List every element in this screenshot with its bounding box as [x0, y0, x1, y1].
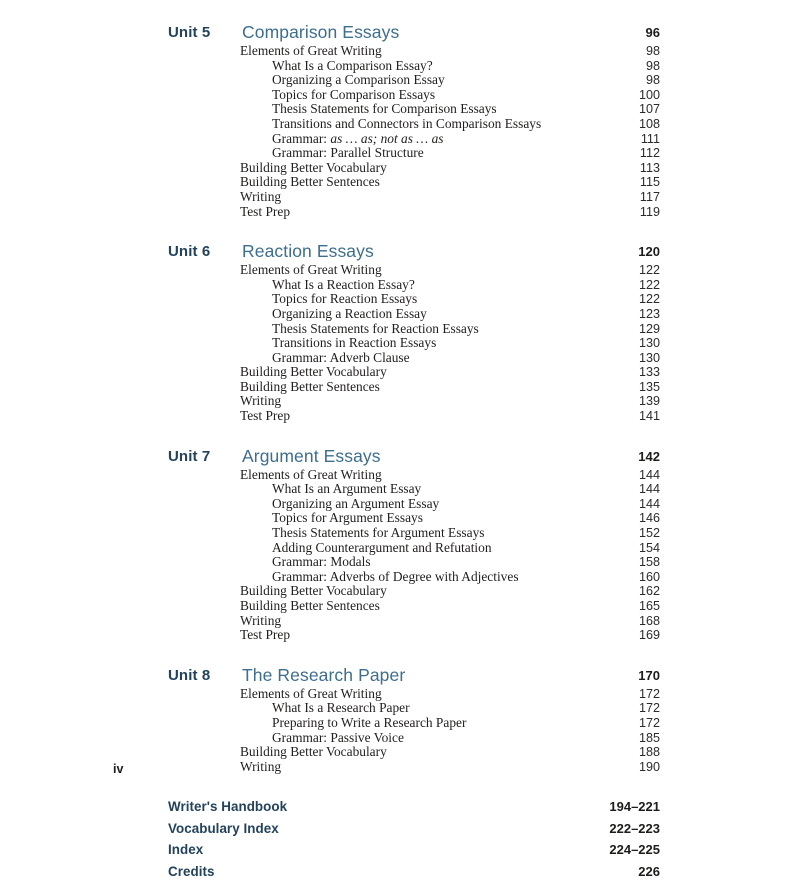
toc-entry-label: Writing [240, 188, 282, 204]
toc-entry-page-number: 122 [638, 277, 660, 292]
toc-entry-page-number: 139 [638, 394, 660, 409]
toc-entry-page-number: 108 [638, 116, 660, 131]
unit-page-number: 120 [638, 244, 660, 260]
unit-page-number: 142 [638, 448, 660, 464]
toc-entry[interactable] [168, 278, 660, 293]
toc-entry-page-number: 135 [638, 379, 660, 394]
toc-entry[interactable] [168, 555, 660, 570]
toc-entry-label: Building Better Sentences [240, 174, 380, 190]
toc-entry[interactable] [168, 526, 660, 541]
back-matter-page-number: 226 [638, 863, 660, 879]
toc-entry-label: Building Better Vocabulary [240, 159, 387, 175]
back-matter-entry[interactable] [168, 818, 660, 840]
toc-entry-label: Organizing an Argument Essay [272, 495, 440, 511]
toc-entry-label: Writing [240, 393, 282, 409]
toc-entry[interactable] [168, 468, 660, 483]
toc-entry[interactable] [168, 161, 660, 176]
toc-entry-page-number: 144 [638, 482, 660, 497]
toc-entry[interactable] [168, 599, 660, 614]
toc-entry-label: Transitions and Connectors in Comparison Essays [272, 115, 542, 131]
toc-entry[interactable] [168, 44, 660, 59]
toc-entry-page-number: 152 [638, 526, 660, 541]
unit-label: Unit 8 [168, 666, 211, 684]
toc-entry-label: Topics for Reaction Essays [272, 291, 418, 307]
toc-entry-page-number: 117 [639, 189, 660, 204]
toc-entry-page-number: 144 [638, 496, 660, 511]
toc-entry[interactable] [168, 614, 660, 629]
unit-heading[interactable] [168, 665, 660, 687]
unit-page-number: 96 [645, 25, 660, 40]
unit-label: Unit 5 [168, 24, 211, 41]
toc-entry[interactable] [168, 409, 660, 424]
unit-block [168, 446, 660, 643]
toc-entry-label: Organizing a Reaction Essay [272, 305, 427, 321]
toc-entry-label: Elements of Great Writing [240, 262, 382, 278]
unit-title[interactable]: Reaction Essays [242, 241, 374, 262]
toc-entry-label: Elements of Great Writing [240, 466, 382, 482]
toc-entry-label: Adding Counterargument and Refutation [272, 539, 492, 555]
toc-entry[interactable] [168, 190, 660, 205]
toc-entry-label: Building Better Sentences [240, 598, 380, 613]
back-matter-entry[interactable] [168, 861, 660, 882]
back-matter-label: Credits [168, 863, 215, 879]
unit-heading[interactable] [168, 241, 660, 263]
toc-entry-page-number: 133 [638, 365, 660, 380]
toc-entry[interactable] [168, 570, 660, 585]
toc-entry[interactable] [168, 584, 660, 599]
back-matter-entry[interactable] [168, 839, 660, 861]
toc-entry-page-number: 172 [638, 715, 660, 730]
toc-entry-label: Building Better Sentences [240, 378, 380, 394]
toc-entry-label: What Is a Comparison Essay? [272, 57, 433, 73]
toc-entry-label: Topics for Comparison Essays [272, 86, 436, 102]
back-matter-label: Vocabulary Index [168, 820, 279, 836]
toc-entry-label: Test Prep [240, 627, 291, 643]
unit-block [168, 665, 660, 775]
toc-entry[interactable] [168, 497, 660, 512]
toc-entry-label: Building Better Vocabulary [240, 364, 387, 380]
unit-block [168, 22, 660, 219]
toc-entry-label: What Is a Research Paper [272, 700, 410, 716]
toc-entry-page-number: 129 [638, 321, 660, 336]
toc-entry[interactable] [168, 745, 660, 760]
toc-entry-page-number: 165 [638, 599, 660, 613]
toc-entry[interactable] [168, 88, 660, 103]
toc-entry-page-number: 141 [638, 409, 660, 424]
table-of-contents [168, 22, 660, 882]
toc-entry-label: Writing [240, 612, 282, 628]
toc-entry[interactable] [168, 716, 660, 731]
unit-title[interactable]: The Research Paper [242, 664, 406, 685]
toc-entry-page-number: 169 [638, 628, 660, 643]
toc-entry-page-number: 154 [638, 540, 660, 555]
toc-entry[interactable] [168, 628, 660, 643]
toc-entry-label: Preparing to Write a Research Paper [272, 714, 467, 730]
toc-entry-label: Grammar: Adverbs of Degree with Adjectives [272, 568, 519, 584]
unit-title[interactable]: Comparison Essays [242, 22, 400, 42]
toc-entry-page-number: 122 [638, 263, 660, 278]
toc-entry-page-number: 98 [645, 44, 660, 58]
unit-page-number: 170 [638, 667, 660, 683]
toc-entry[interactable] [168, 760, 660, 775]
toc-entry[interactable] [168, 511, 660, 526]
unit-heading[interactable] [168, 22, 660, 44]
toc-entry[interactable] [168, 102, 660, 117]
toc-entry[interactable] [168, 701, 660, 716]
toc-entry-label: Thesis Statements for Argument Essays [272, 525, 485, 541]
toc-entry-label: Test Prep [240, 408, 291, 424]
toc-entry-label: Grammar: Passive Voice [272, 729, 404, 745]
toc-entry-page-number: 146 [638, 511, 660, 526]
toc-entry-label: Grammar: as … as; not as … as [272, 130, 444, 146]
unit-title[interactable]: Argument Essays [242, 445, 381, 466]
toc-entry[interactable] [168, 687, 660, 702]
toc-entry-label: What Is an Argument Essay [272, 481, 422, 497]
toc-entry-page-number: 172 [638, 701, 660, 716]
toc-entry[interactable] [168, 263, 660, 278]
toc-entry-page-number: 111 [640, 131, 660, 146]
toc-entry-page-number: 100 [638, 87, 660, 102]
toc-entry-label: Grammar: Modals [272, 554, 371, 570]
toc-entry-page-number: 112 [639, 146, 660, 161]
toc-entry[interactable] [168, 307, 660, 322]
toc-entry-page-number: 122 [638, 292, 660, 307]
back-matter-list [168, 796, 660, 882]
toc-entry-page-number: 130 [638, 336, 660, 351]
toc-entry[interactable] [168, 73, 660, 88]
toc-entry-label: Elements of Great Writing [240, 685, 382, 701]
back-matter-page-number: 224–225 [609, 842, 660, 858]
toc-entry[interactable] [168, 380, 660, 395]
toc-entry-label: Organizing a Comparison Essay [272, 72, 445, 88]
toc-entry-page-number: 144 [638, 467, 660, 482]
toc-entry-label: Topics for Argument Essays [272, 510, 423, 526]
toc-entry-label: Elements of Great Writing [240, 43, 382, 58]
toc-entry[interactable] [168, 205, 660, 220]
toc-entry[interactable] [168, 132, 660, 147]
toc-entry-page-number: 123 [638, 306, 660, 321]
unit-label: Unit 6 [168, 243, 211, 261]
unit-block [168, 241, 660, 424]
toc-entry[interactable] [168, 322, 660, 337]
toc-entry-page-number: 107 [638, 102, 660, 117]
toc-entry-page-number: 162 [638, 584, 660, 599]
toc-entry[interactable] [168, 394, 660, 409]
toc-entry-label: Writing [240, 758, 282, 774]
toc-entry-label: Grammar: Adverb Clause [272, 349, 410, 365]
toc-entry-page-number: 168 [638, 613, 660, 628]
toc-entry[interactable] [168, 117, 660, 132]
toc-entry-label: Thesis Statements for Reaction Essays [272, 320, 479, 336]
toc-entry[interactable] [168, 365, 660, 380]
toc-entry-label: Grammar: Parallel Structure [272, 145, 424, 161]
back-matter-label: Index [168, 842, 204, 858]
toc-entry[interactable] [168, 482, 660, 497]
back-matter-page-number: 194–221 [609, 799, 660, 815]
toc-entry-page-number: 98 [645, 73, 660, 88]
toc-entry-page-number: 160 [638, 569, 660, 584]
toc-entry-label: What Is a Reaction Essay? [272, 276, 415, 292]
toc-entry-italic: as … as; not as … as [330, 130, 444, 146]
toc-entry[interactable] [168, 59, 660, 74]
unit-heading[interactable] [168, 446, 660, 468]
toc-entry-page-number: 158 [638, 555, 660, 570]
toc-entry-page-number: 115 [639, 175, 660, 190]
back-matter-page-number: 222–223 [609, 820, 660, 836]
toc-entry-label: Transitions in Reaction Essays [272, 335, 437, 351]
toc-entry[interactable] [168, 292, 660, 307]
toc-entry-page-number: 172 [638, 686, 660, 701]
toc-entry[interactable] [168, 336, 660, 351]
toc-entry[interactable] [168, 351, 660, 366]
unit-label: Unit 7 [168, 447, 211, 465]
toc-entry-page-number: 119 [639, 204, 660, 219]
toc-entry[interactable] [168, 731, 660, 746]
toc-entry-page-number: 190 [638, 759, 660, 774]
toc-entry-label: Building Better Vocabulary [240, 583, 387, 599]
toc-entry[interactable] [168, 175, 660, 190]
toc-entry-page-number: 98 [645, 58, 660, 73]
back-matter-label: Writer's Handbook [168, 799, 288, 815]
toc-entry-page-number: 185 [638, 730, 660, 745]
toc-entry-page-number: 188 [638, 745, 660, 760]
toc-entry[interactable] [168, 146, 660, 161]
toc-entry-page-number: 130 [638, 350, 660, 365]
toc-entry-page-number: 113 [639, 160, 660, 175]
toc-entry[interactable] [168, 541, 660, 556]
page-folio: iv [113, 762, 124, 776]
toc-entry-label: Test Prep [240, 203, 291, 219]
toc-entry-label: Thesis Statements for Comparison Essays [272, 101, 497, 117]
toc-entry-label: Building Better Vocabulary [240, 744, 387, 760]
